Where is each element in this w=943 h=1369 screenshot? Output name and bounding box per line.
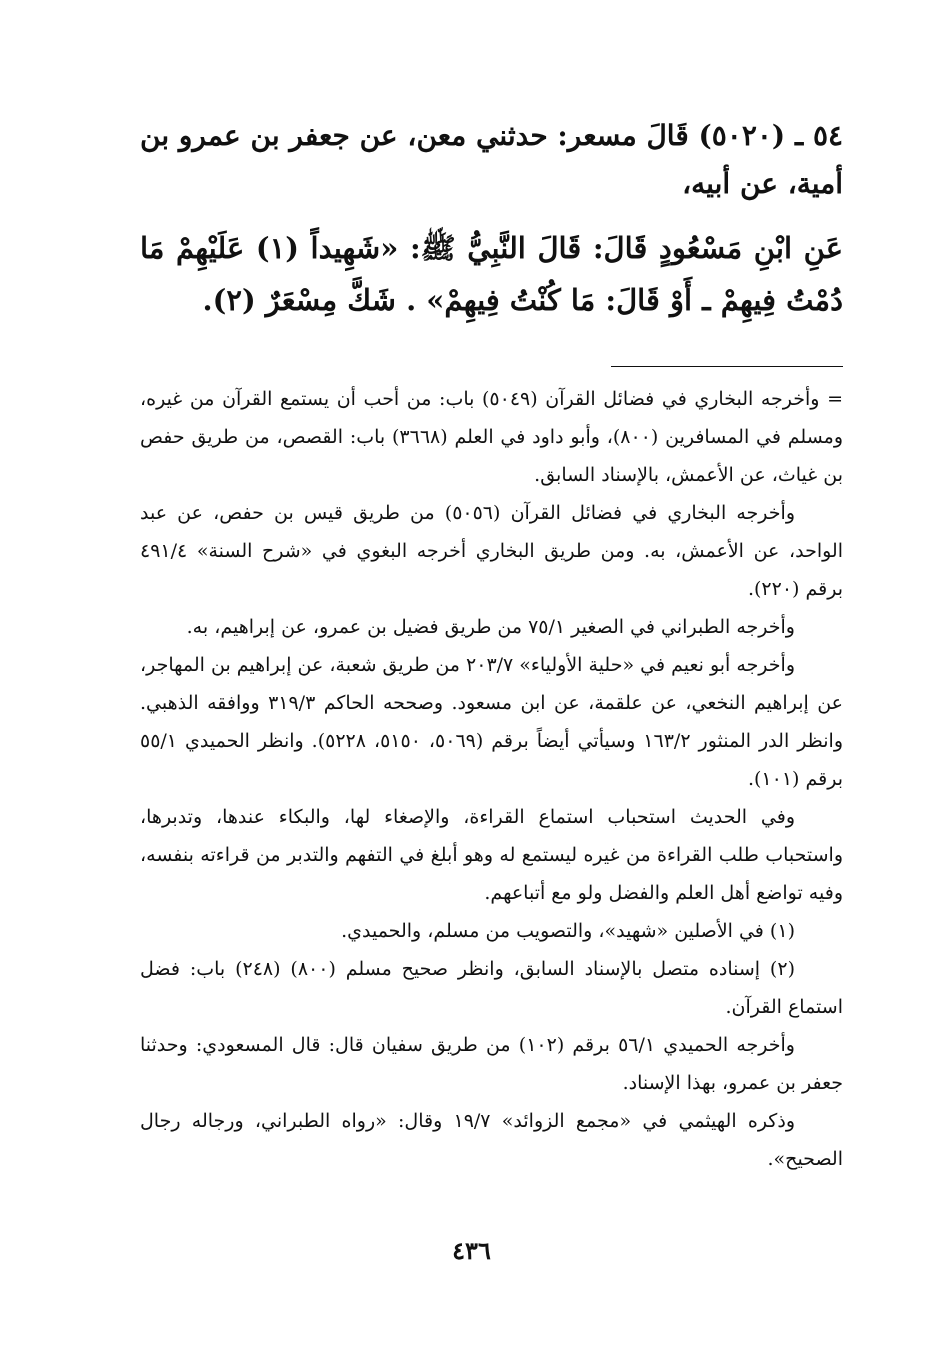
- footnote-paragraph: وأخرجه البخاري في فضائل القرآن (٥٠٥٦) من طريق قيس بن حفص، عن عبد الواحد، عن الأعمش، به. ومن طريق البخاري أخرجه البغوي في «شرح السنة» ٤٩١/٤ برقم (٢٢٠).: [140, 502, 843, 600]
- hadith-isnad: ٥٤ ـ (٥٠٢٠) قَالَ مسعر: حدثني معن، عن جعفر بن عمرو بن أمية، عن أبيه،: [140, 119, 844, 200]
- hadith-matn: عَنِ ابْنِ مَسْعُودٍ قَالَ: قَالَ النَّبِيُّ ﷺ: «شَهِيداً (١) عَلَيْهِمْ مَا دُمْتُ فِيهِمْ ـ أَوْ قَالَ: مَا كُنْتُ فِيهِمْ» . شَكَّ مِسْعَرٌ (٢).: [140, 231, 843, 317]
- footnote-paragraph: وفي الحديث استحباب استماع القراءة، والإصغاء لها، والبكاء عندها، وتدبرها، واستحباب طلب القراءة من غيره ليستمع له وهو أبلغ في التفهم والتدبر من قراءته بنفسه، وفيه تواضع أهل العلم والفضل ولو مع أتباعهم.: [140, 806, 843, 904]
- footnotes-block: [140, 380, 843, 1178]
- footnote-paragraph: وأخرجه أبو نعيم في «حلية الأولياء» ٢٠٣/٧ من طريق شعبة، عن إبراهيم بن المهاجر، عن إبراهيم النخعي، عن علقمة، عن ابن مسعود. وصححه الحاكم ٣١٩/٣ ووافقه الذهبي. وانظر الدر المنثور ١٦٣/٢ وسيأتي أيضاً برقم (٥٠٦٩، ٥١٥٠، ٥٢٢٨). وانظر الحميدي ٥٥/١ برقم (١٠١).: [139, 654, 844, 790]
- page-number: ٤٣٦: [452, 1236, 491, 1265]
- footnote-paragraph: وأخرجه الحميدي ٥٦/١ برقم (١٠٢) من طريق سفيان قال: قال المسعودي: وحدثنا جعفر بن عمرو، بهذا الإسناد.: [140, 1034, 843, 1094]
- hadith-text-block: [140, 112, 843, 326]
- footnote-2: (٢) إسناده متصل بالإسناد السابق، وانظر صحيح مسلم (٨٠٠) (٢٤٨) باب: فضل استماع القرآن.: [140, 958, 843, 1018]
- footnote-separator: [611, 366, 843, 367]
- footnote-paragraph: وأخرجه الطبراني في الصغير ٧٥/١ من طريق فضيل بن عمرو، عن إبراهيم، به.: [186, 616, 795, 638]
- footnote-1: (١) في الأصلين «شهيد»، والتصويب من مسلم، والحميدي.: [341, 920, 795, 942]
- footnote-paragraph: وذكره الهيثمي في «مجمع الزوائد» ١٩/٧ وقال: «رواه الطبراني، ورجاله رجال الصحيح».: [140, 1110, 843, 1170]
- footnote-paragraph: = وأخرجه البخاري في فضائل القرآن (٥٠٤٩) باب: من أحب أن يستمع القرآن من غيره، ومسلم في المسافرين (٨٠٠)، وأبو داود في العلم (٣٦٦٨) باب: القصص، من طريق حفص بن غياث، عن الأعمش، بالإسناد السابق.: [140, 388, 843, 486]
